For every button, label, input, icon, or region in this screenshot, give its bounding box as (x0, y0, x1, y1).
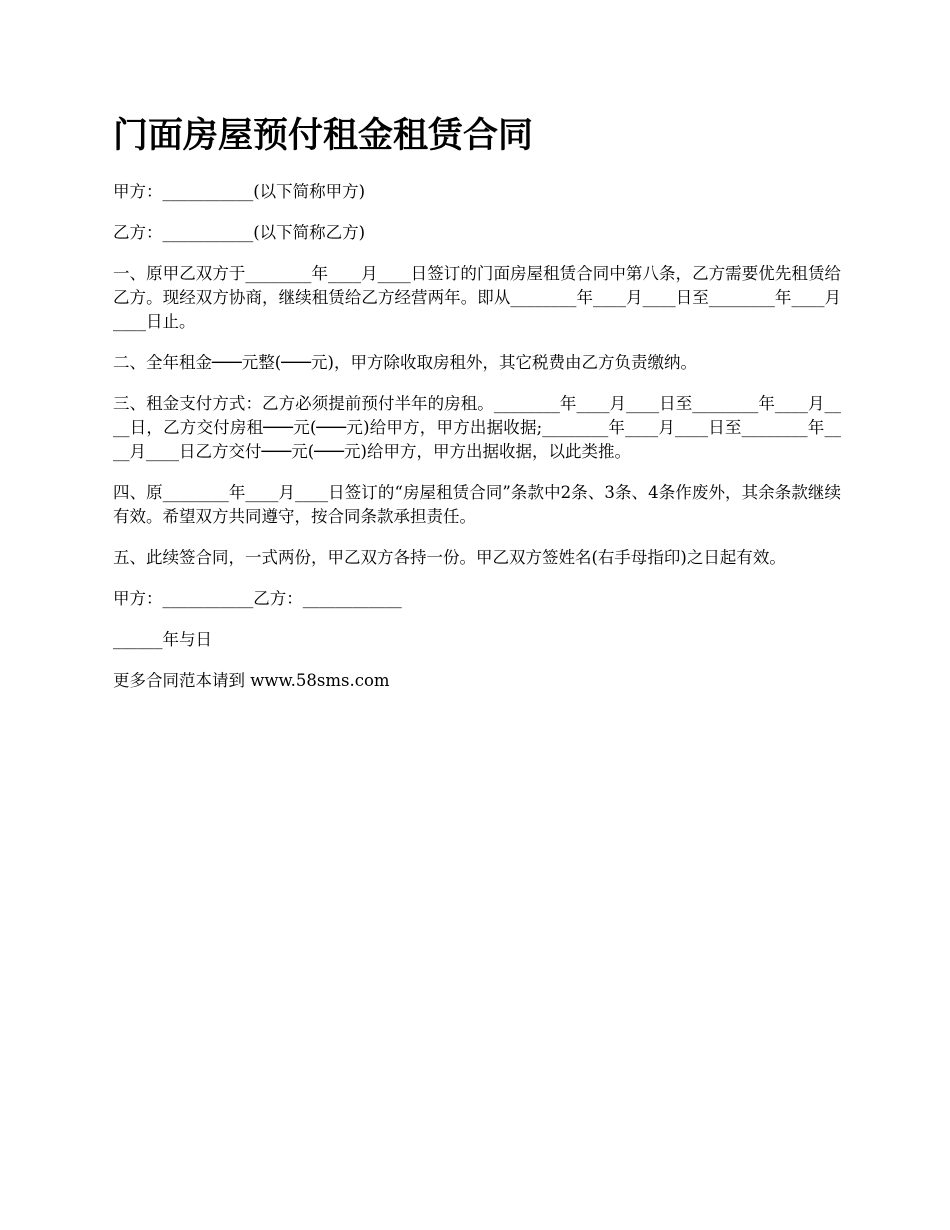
clause-5: 五、此续签合同，一式两份，甲乙双方各持一份。甲乙双方签姓名(右手母指印)之日起有效。 (113, 548, 786, 567)
footer-note: 更多合同范本请到 www.58sms.com (113, 671, 390, 690)
clause-4: 四、原________年____月____日签订的“房屋租赁合同”条款中2条、3条、4条作废外，其余条款继续有效。希望双方共同遵守，按合同条款承担责任。 (113, 483, 841, 526)
clause-2: 二、全年租金───元整(───元)，甲方除收取房租外，其它税费由乙方负责缴纳。 (113, 353, 697, 372)
signature-line: 甲方：___________乙方：____________ (113, 589, 402, 608)
document-title: 门面房屋预付租金租赁合同 (113, 115, 534, 156)
party-b-line: 乙方：___________(以下简称乙方) (113, 223, 366, 242)
clause-3: 三、租金支付方式：乙方必须提前预付半年的房租。________年____月____日至________年____月____日，乙方交付房租───元(───元)给甲方，甲方出据收据;________年____月____日至________年____月____日乙方交付───元(───元)给甲方，甲方出据收据，以此类推。 (113, 394, 841, 461)
party-a-line: 甲方：___________(以下简称甲方) (113, 182, 366, 201)
clause-1: 一、原甲乙双方于________年____月____日签订的门面房屋租赁合同中第八条，乙方需要优先租赁给乙方。现经双方协商，继续租赁给乙方经营两年。即从________年____月____日至________年____月____日止。 (113, 264, 841, 331)
date-line: ______年与日 (113, 630, 212, 649)
document-page (113, 112, 841, 710)
